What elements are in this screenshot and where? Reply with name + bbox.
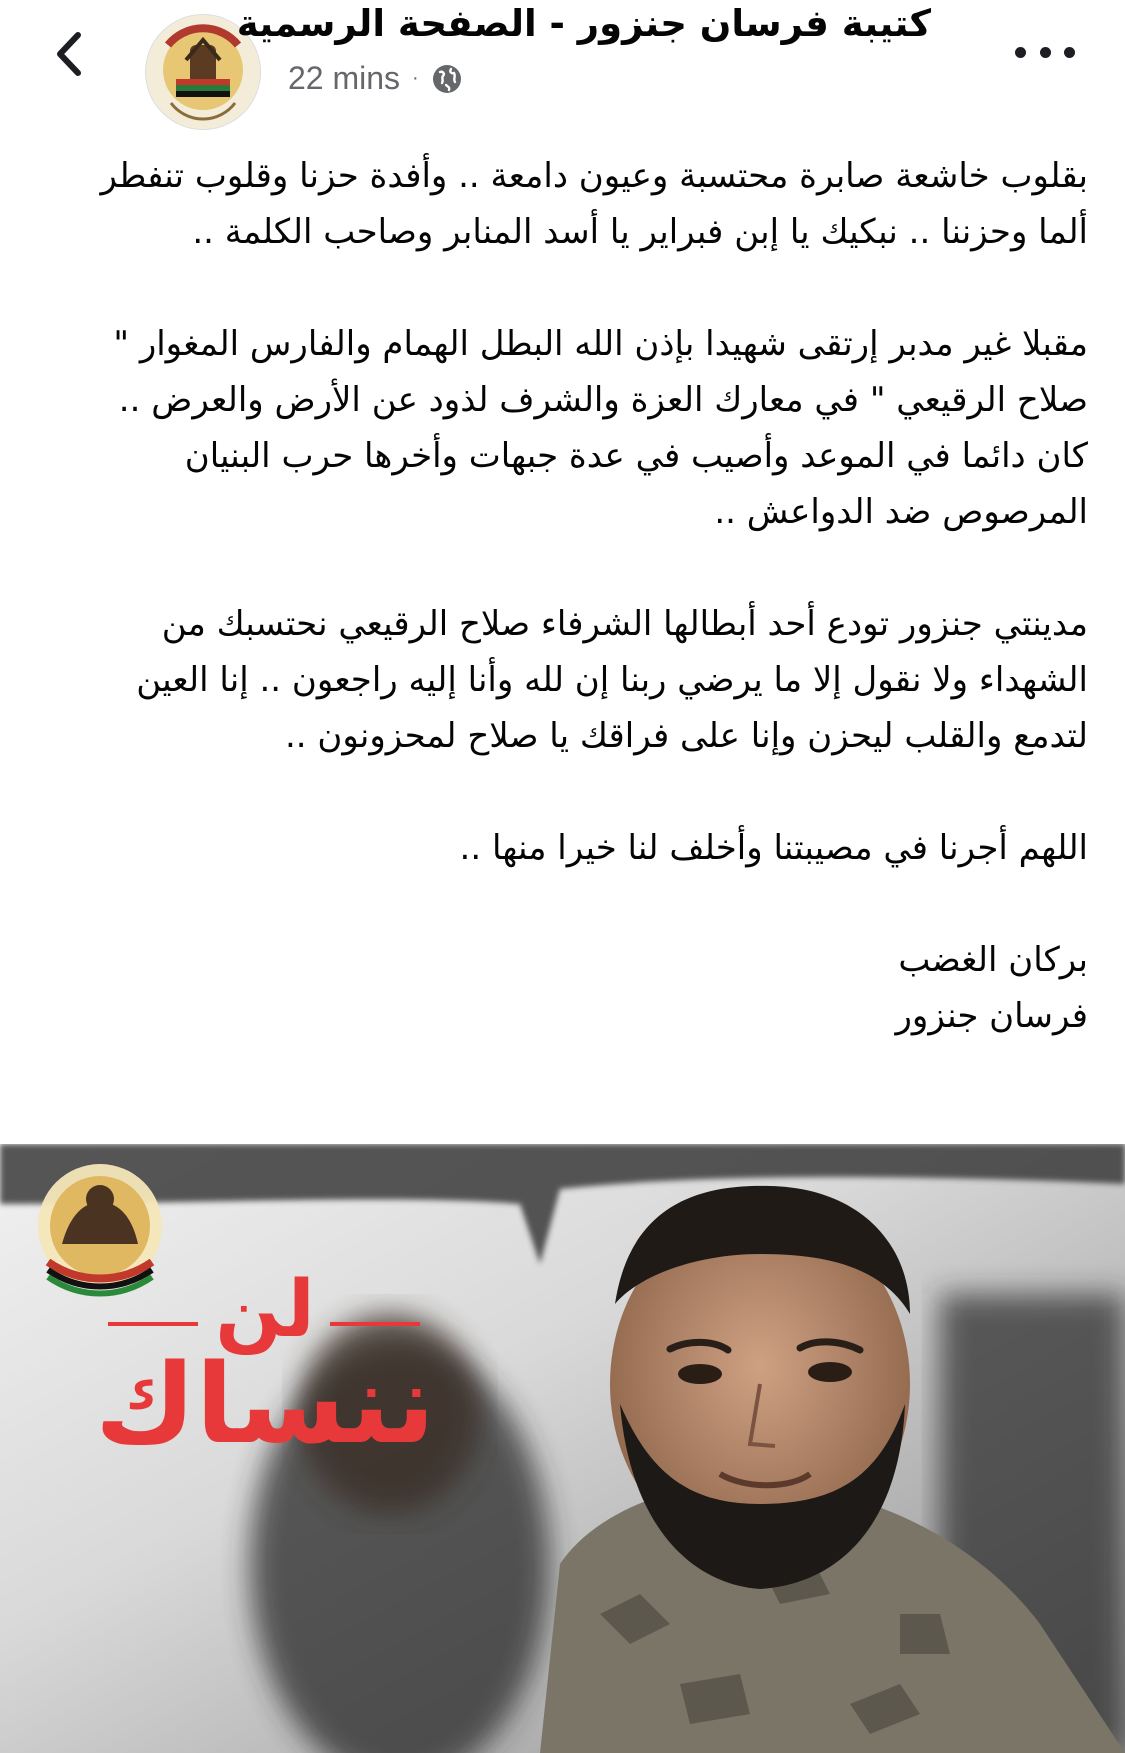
- image-caption-line1: لن: [215, 1265, 315, 1355]
- page-name[interactable]: كتيبة فرسان جنزور - الصفحة الرسمية: [236, 2, 931, 45]
- post-body: [60, 148, 1088, 1044]
- globe-icon: [431, 63, 463, 95]
- signature-line: بركان الغضب: [898, 940, 1088, 980]
- post-paragraph: مدينتي جنزور تودع أحد أبطالها الشرفاء صلاح الرقيعي نحتسبك من الشهداء ولا نقول إلا ما يرضي ربنا إن لله وأنا إليه راجعون .. إنا العين لتدمع والقلب ليحزن وإنا على فراقك يا صلاح لمحزونون ..: [136, 604, 1088, 756]
- post-meta: [288, 60, 463, 97]
- post-time[interactable]: 22 mins: [288, 60, 401, 96]
- ellipsis-icon: [1015, 47, 1026, 58]
- signature-line: فرسان جنزور: [895, 996, 1088, 1036]
- post-paragraph: بقلوب خاشعة صابرة محتسبة وعيون دامعة .. وأفدة حزنا وقلوب تنفطر ألما وحزننا .. نبكيك يا إبن فبراير يا أسد المنابر وصاحب الكلمة ..: [100, 156, 1088, 252]
- chevron-left-icon: [54, 31, 84, 77]
- post-paragraph: اللهم أجرنا في مصيبتنا وأخلف لنا خيرا منها ..: [459, 828, 1088, 868]
- post-paragraph: مقبلا غير مدبر إرتقى شهيدا بإذن الله البطل الهمام والفارس المغوار " صلاح الرقيعي " في معارك العزة والشرف لذود عن الأرض والعرض .. كان دائما في الموعد وأصيب في عدة جبهات وأخرها حرب البنيان المرصوص ضد الدواعش ..: [113, 324, 1088, 532]
- post-header: [0, 0, 1125, 120]
- image-caption-line2: ننساك: [94, 1340, 436, 1468]
- meta-separator: ·: [412, 67, 419, 89]
- back-button[interactable]: [44, 26, 94, 82]
- more-options-button[interactable]: [1015, 40, 1075, 64]
